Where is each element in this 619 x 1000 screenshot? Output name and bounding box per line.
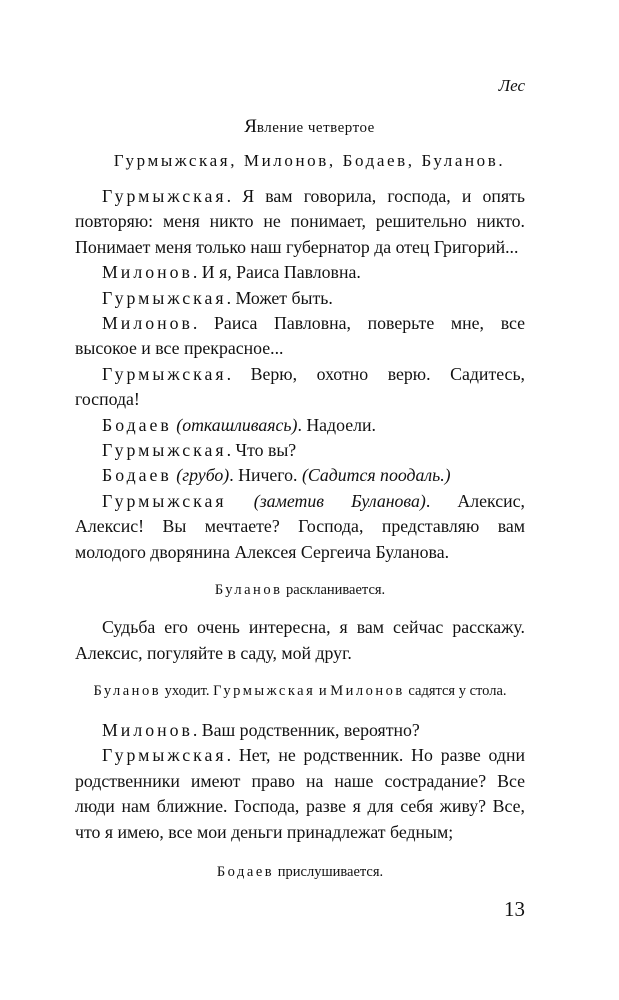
dialogue-body [75, 184, 525, 883]
dialogue-line [75, 743, 525, 845]
speaker-name: Гурмыжская [102, 186, 227, 206]
stage-direction-text: уходит. [161, 682, 214, 699]
dialogue-line [75, 463, 525, 488]
stage-direction [75, 680, 525, 702]
stage-direction-text: садятся у стола. [404, 682, 507, 699]
line-text: Судьба его очень интересна, я вам сейчас расскажу. Алексис, погуляйте в саду, мой друг. [75, 617, 525, 663]
scene-title-initial: Я [244, 116, 257, 137]
speaker-name: Бодаев [102, 414, 172, 435]
speaker-name: Гурмыжская [102, 440, 227, 461]
dialogue-line [75, 718, 525, 743]
character-name: Буланов [214, 582, 283, 599]
character-name: Милонов [330, 682, 405, 699]
stage-direction-inline: (грубо) [176, 465, 230, 486]
dialogue-line [75, 615, 525, 666]
speaker-name: Милонов [102, 719, 193, 740]
dialogue-line [75, 260, 525, 285]
scene-title [0, 116, 619, 138]
dialogue-line [75, 489, 525, 565]
stage-direction [75, 579, 525, 601]
speaker-name: Гурмыжская [102, 363, 227, 384]
stage-direction-text: раскланивается. [282, 582, 386, 599]
stage-direction-inline: (Садится поодаль.) [301, 465, 451, 486]
stage-direction-text: и [315, 682, 331, 699]
line-text: . И я, Раиса Павловна. [192, 262, 361, 283]
stage-direction-inline: (откашливаясь) [176, 414, 298, 435]
page-number: 13 [504, 897, 525, 921]
running-head: Лес [498, 76, 525, 95]
speaker-name: Милонов [102, 313, 193, 334]
line-text: . Раиса Павловна, поверьте мне, все высокое и все прекрасное... [75, 313, 525, 359]
dialogue-line [75, 311, 525, 362]
character-name: Бодаев [216, 863, 275, 880]
line-text: . Верю, охотно верю. Садитесь, господа! [75, 363, 525, 410]
dialogue-line [75, 438, 525, 463]
character-name: Гурмыжская [213, 682, 316, 699]
line-text: . Надоели. [297, 414, 376, 435]
speaker-name: Бодаев [102, 465, 172, 486]
stage-direction-text: прислушивается. [274, 863, 384, 880]
line-text: . Ничего. [229, 465, 302, 486]
character-name: Буланов [93, 682, 162, 699]
line-text: . Ваш родственник, вероятно? [192, 719, 420, 740]
cast-list: Гурмыжская, Милонов, Бодаев, Буланов. [113, 151, 506, 170]
stage-direction-inline: (заметив Буланова) [253, 490, 426, 511]
line-text: . Я вам говорила, господа, и опять повторяю: меня никто не понимает, решительно никто. Понимает меня только наш губернатор да отец Григорий... [75, 186, 525, 257]
scene-title-rest: вление четвертое [256, 120, 375, 136]
line-text: . Что вы? [226, 440, 297, 461]
dialogue-line [75, 362, 525, 413]
dialogue-line [75, 413, 525, 438]
dialogue-line [75, 184, 525, 260]
line-text: . Алексис, Алексис! Вы мечтаете? Господа, представляю вам молодого дворянина Алексея Сергеича Буланова. [75, 490, 525, 562]
speaker-name: Гурмыжская [102, 490, 227, 511]
line-text: . Нет, не родственник. Но разве одни родственники имеют право на наше сострадание? Все люди нам ближние. Господа, разве я для себя живу? Все, что я имею, все мои деньги принадлежат бедным; [75, 745, 525, 842]
speaker-name: Милонов [102, 262, 193, 283]
speaker-name: Гурмыжская [102, 745, 227, 766]
stage-direction [75, 861, 525, 883]
line-text: . Может быть. [226, 287, 333, 308]
dialogue-line [75, 286, 525, 311]
speaker-name: Гурмыжская [102, 287, 227, 308]
